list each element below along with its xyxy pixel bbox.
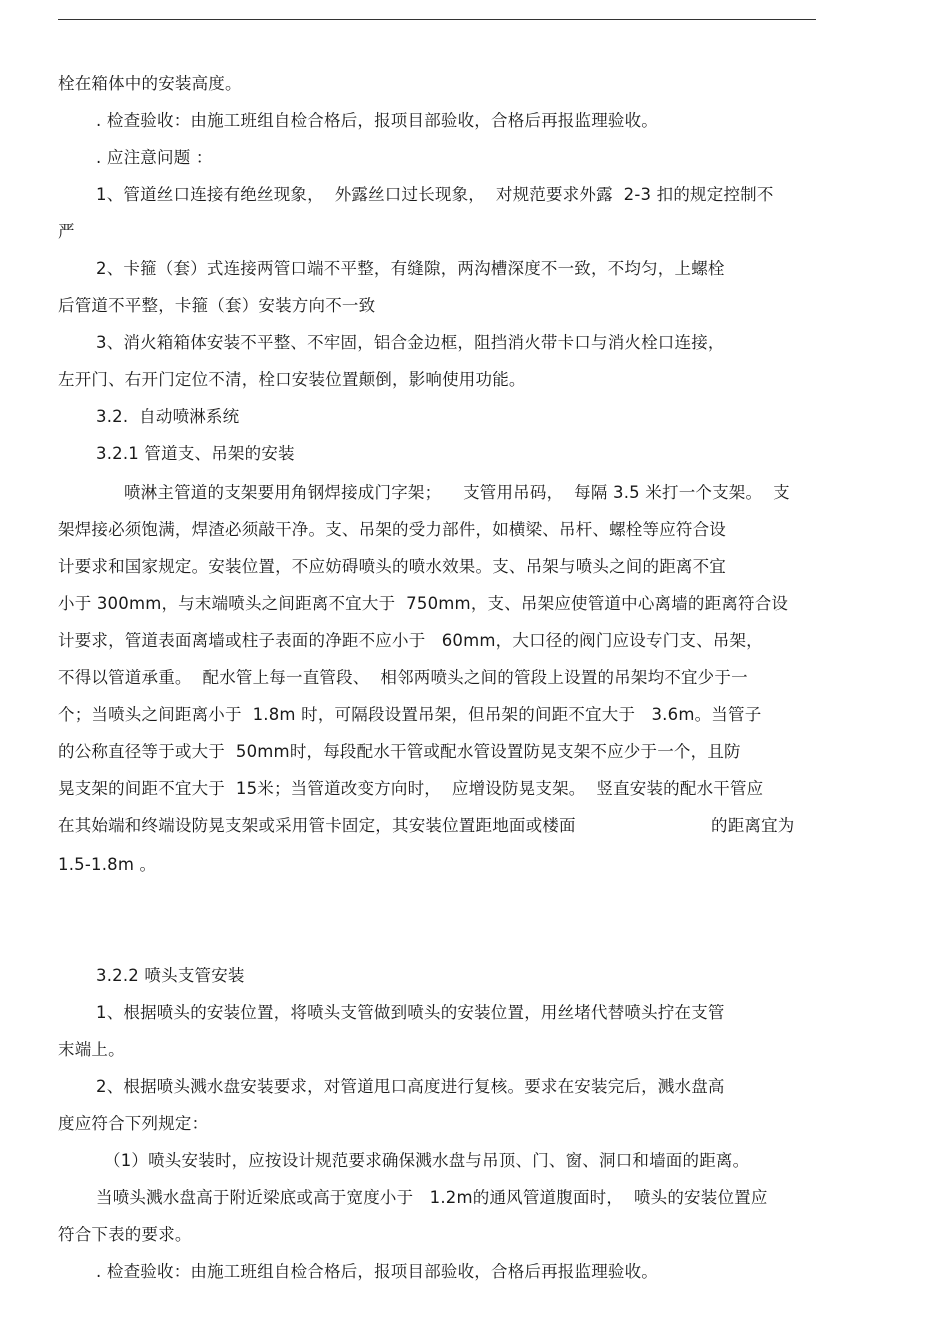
text-line: 符合下表的要求。 (58, 1225, 192, 1244)
text-line: . 检查验收：由施工班组自检合格后，报项目部验收，合格后再报监理验收。 (96, 1262, 658, 1281)
text-line: 1.5-1.8m 。 (58, 855, 157, 874)
text-line-tail: 的距离宜为 (711, 816, 795, 835)
text-line: 1、根据喷头的安装位置，将喷头支管做到喷头的安装位置，用丝堵代替喷头拧在支管 (96, 1003, 725, 1022)
header-rule (58, 19, 816, 20)
text-line: 1、管道丝口连接有绝丝现象， 外露丝口过长现象， 对规范要求外露 2-3 扣的规定控制不 (96, 185, 774, 204)
text-line: 不得以管道承重。 配水管上每一直管段、 相邻两喷头之间的管段上设置的吊架均不宜少于一 (58, 668, 748, 687)
text-line: 严 (58, 222, 75, 241)
text-line: 当喷头溅水盘高于附近梁底或高于宽度小于 1.2m的通风管道腹面时， 喷头的安装位置应 (96, 1188, 768, 1207)
text-line: 2、根据喷头溅水盘安装要求，对管道甩口高度进行复核。要求在安装完后，溅水盘高 (96, 1077, 725, 1096)
text-line: 后管道不平整，卡箍（套）安装方向不一致 (58, 296, 376, 315)
text-line: 2、卡箍（套）式连接两管口端不平整，有缝隙，两沟槽深度不一致，不均匀，上螺栓 (96, 259, 725, 278)
text-line: 计要求和国家规定。安装位置，不应妨碍喷头的喷水效果。支、吊架与喷头之间的距离不宜 (58, 557, 726, 576)
text-line: . 应注意问题 ： (96, 148, 213, 167)
section-heading: 3.2. 自动喷淋系统 (96, 407, 240, 426)
text-line: 度应符合下列规定： (58, 1114, 209, 1133)
text-line: 末端上。 (58, 1040, 125, 1059)
text-line: 架焊接必须饱满，焊渣必须敲干净。支、吊架的受力部件，如横梁、吊杆、螺栓等应符合设 (58, 520, 726, 539)
text-line: 喷淋主管道的支架要用角钢焊接成门字架； 支管用吊码， 每隔 3.5 米打一个支架。 支 (124, 483, 790, 502)
text-line: 个；当喷头之间距离小于 1.8m 时，可隔段设置吊架，但吊架的间距不宜大于 3.6m。当管子 (58, 705, 762, 724)
text-line: 栓在箱体中的安装高度。 (58, 74, 242, 93)
text-line: 在其始端和终端设防晃支架或采用管卡固定，其安装位置距地面或楼面 (58, 816, 576, 835)
subsection-heading: 3.2.1 管道支、吊架的安装 (96, 444, 295, 463)
text-line: 晃支架的间距不宜大于 15米；当管道改变方向时， 应增设防晃支架。 竖直安装的配水干管应 (58, 779, 764, 798)
text-line: 的公称直径等于或大于 50mm时，每段配水干管或配水管设置防晃支架不应少于一个，且防 (58, 742, 741, 761)
text-line: 左开门、右开门定位不清，栓口安装位置颠倒，影响使用功能。 (58, 370, 526, 389)
subsection-heading: 3.2.2 喷头支管安装 (96, 966, 245, 985)
text-line: 3、消火箱箱体安装不平整、不牢固，铝合金边框，阻挡消火带卡口与消火栓口连接， (96, 333, 725, 352)
text-line: （1）喷头安装时，应按设计规范要求确保溅水盘与吊顶、门、窗、洞口和墙面的距离。 (104, 1151, 750, 1170)
text-line: 小于 300mm，与末端喷头之间距离不宜大于 750mm，支、吊架应使管道中心离墙的距离符合设 (58, 594, 789, 613)
text-line: . 检查验收：由施工班组自检合格后，报项目部验收，合格后再报监理验收。 (96, 111, 658, 130)
text-line: 计要求，管道表面离墙或柱子表面的净距不应小于 60mm，大口径的阀门应设专门支、吊架， (58, 631, 763, 650)
